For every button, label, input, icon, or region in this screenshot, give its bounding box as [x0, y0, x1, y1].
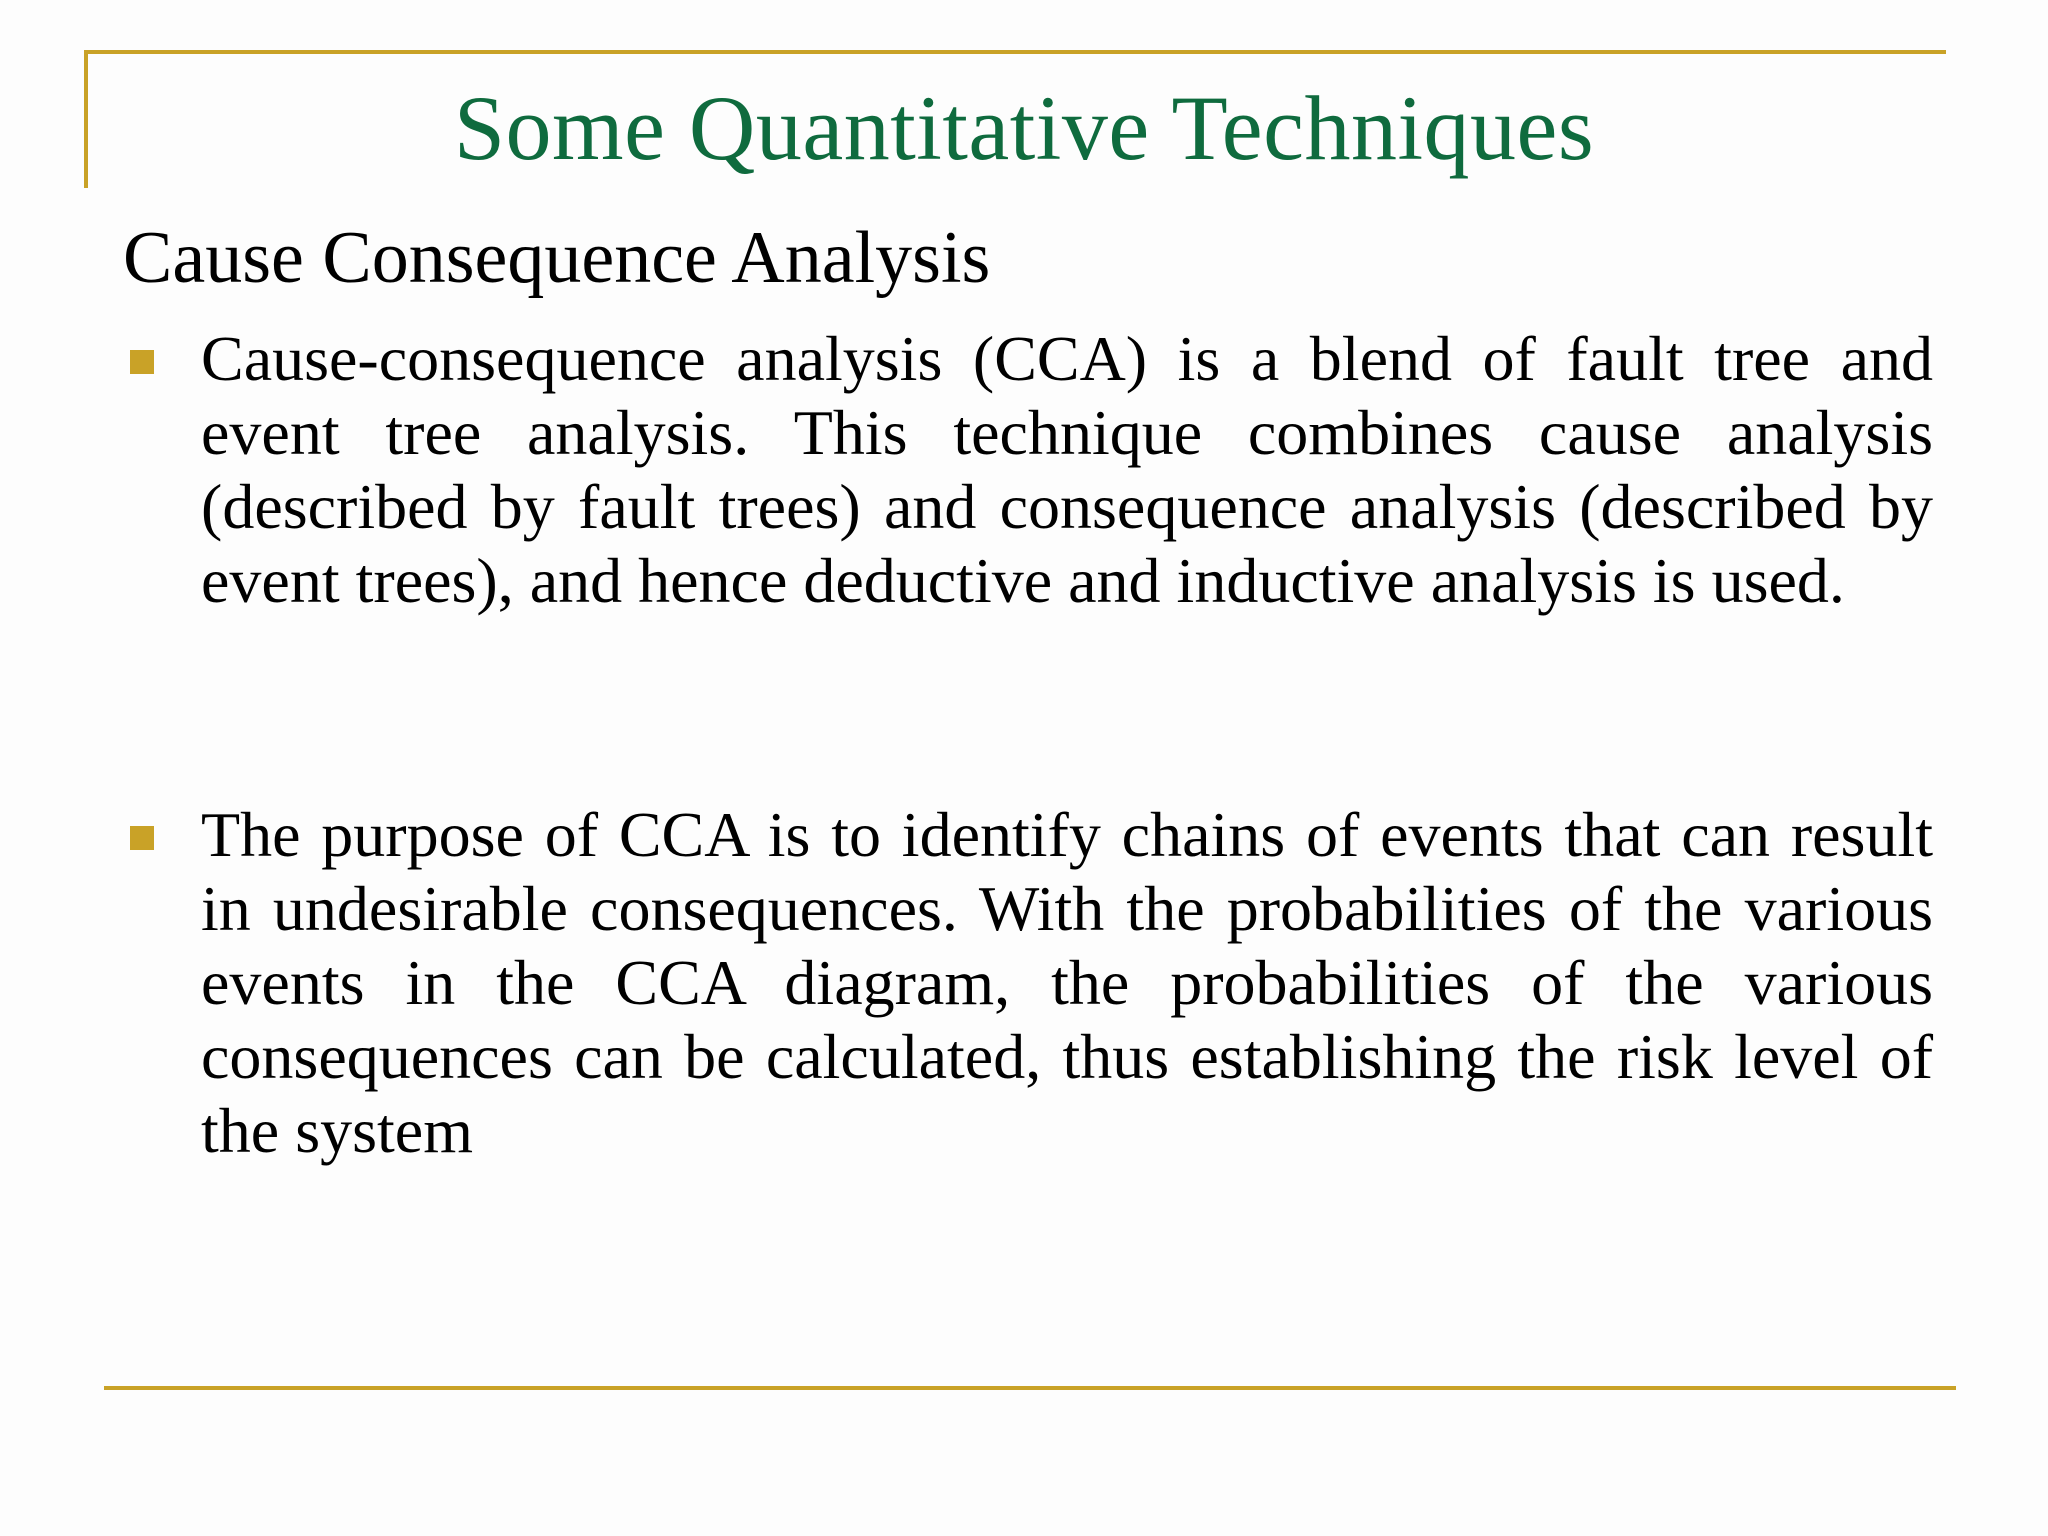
slide-title: Some Quantitative Techniques	[453, 77, 1595, 179]
bullet-text: Cause-consequence analysis (CCA) is a blend of fault tree and event tree analysis. This technique combines cause analysis (described by fault trees) and consequence analysis (described by event trees), and hence deductive and inductive analysis is used.	[201, 323, 1933, 616]
square-bullet-icon	[130, 350, 154, 374]
section-heading: Cause Consequence Analysis	[123, 217, 991, 299]
top-divider	[86, 50, 1946, 54]
bullet-text: The purpose of CCA is to identify chains of events that can result in undesirable consequences. With the probabilities of the various events in the CCA diagram, the probabilities of the various consequences can be calculated, thus establishing the risk level of the system	[201, 799, 1933, 1166]
bottom-divider	[104, 1386, 1956, 1390]
square-bullet-icon	[130, 826, 154, 850]
